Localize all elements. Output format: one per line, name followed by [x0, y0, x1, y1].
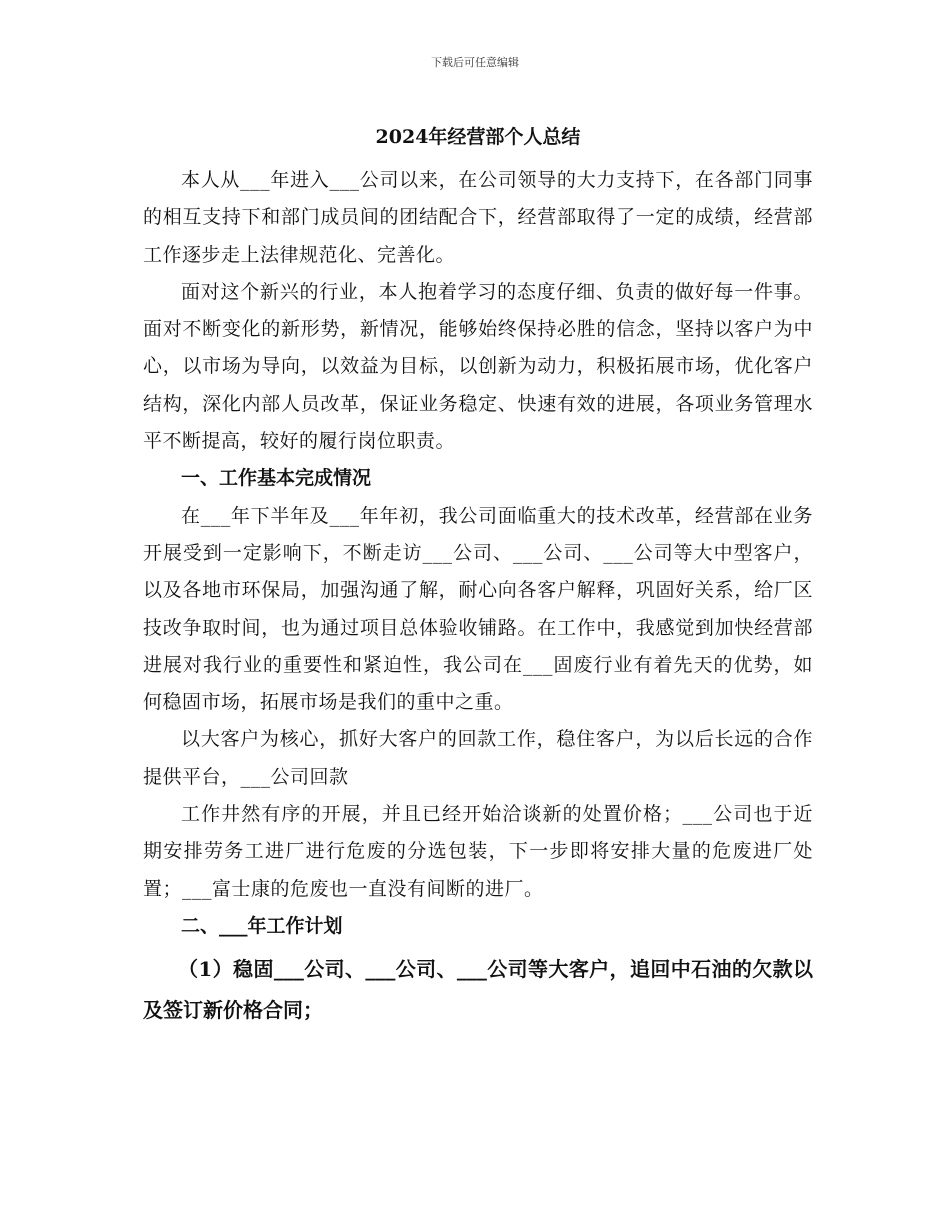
intro-paragraph-1: 本人从___年进入___公司以来，在公司领导的大力支持下，在各部门同事的相互支持下和部门成员间的团结配合下，经营部取得了一定的成绩，经营部工作逐步走上法律规范化、完善化。	[143, 169, 813, 266]
section-2-heading: 二、___年工作计划	[181, 914, 343, 937]
section-1-paragraph-3: 工作井然有序的开展，并且已经开始洽谈新的处置价格；___公司也于近期安排劳务工进厂进行危废的分选包装，下一步即将安排大量的危废进厂处置；___富士康的危废也一直没有间断的进厂。	[143, 803, 813, 900]
document-title: 2024年经营部个人总结	[375, 126, 581, 148]
intro-paragraph-2: 面对这个新兴的行业，本人抱着学习的态度仔细、负责的做好每一件事。面对不断变化的新形势，新情况，能够始终保持必胜的信念，坚持以客户为中心，以市场为导向，以效益为目标，以创新为动力，积极拓展市场，优化客户结构，深化内部人员改革，保证业务稳定、快速有效的进展，各项业务管理水平不断提高，较好的履行岗位职责。	[143, 280, 813, 453]
section-1-paragraph-2: 以大客户为核心，抓好大客户的回款工作，稳住客户，为以后长远的合作提供平台，___公司回款	[143, 728, 813, 788]
document-body	[143, 124, 813, 1031]
plan-item-1: （1）稳固___公司、___公司、___公司等大客户，追回中石油的欠款以及签订新价格合同；	[143, 957, 813, 1023]
page-header-note: 下载后可任意编辑	[431, 56, 519, 69]
section-1-heading: 一、工作基本完成情况	[181, 467, 372, 490]
section-1-paragraph-1: 在___年下半年及___年年初，我公司面临重大的技术改革，经营部在业务开展受到一定影响下，不断走访___公司、___公司、___公司等大中型客户，以及各地市环保局，加强沟通了解，耐心向各客户解释，巩固好关系，给厂区技改争取时间，也为通过项目总体验收铺路。在工作中，我感觉到加快经营部进展对我行业的重要性和紧迫性，我公司在___固废行业有着先天的优势，如何稳固市场，拓展市场是我们的重中之重。	[143, 504, 813, 714]
